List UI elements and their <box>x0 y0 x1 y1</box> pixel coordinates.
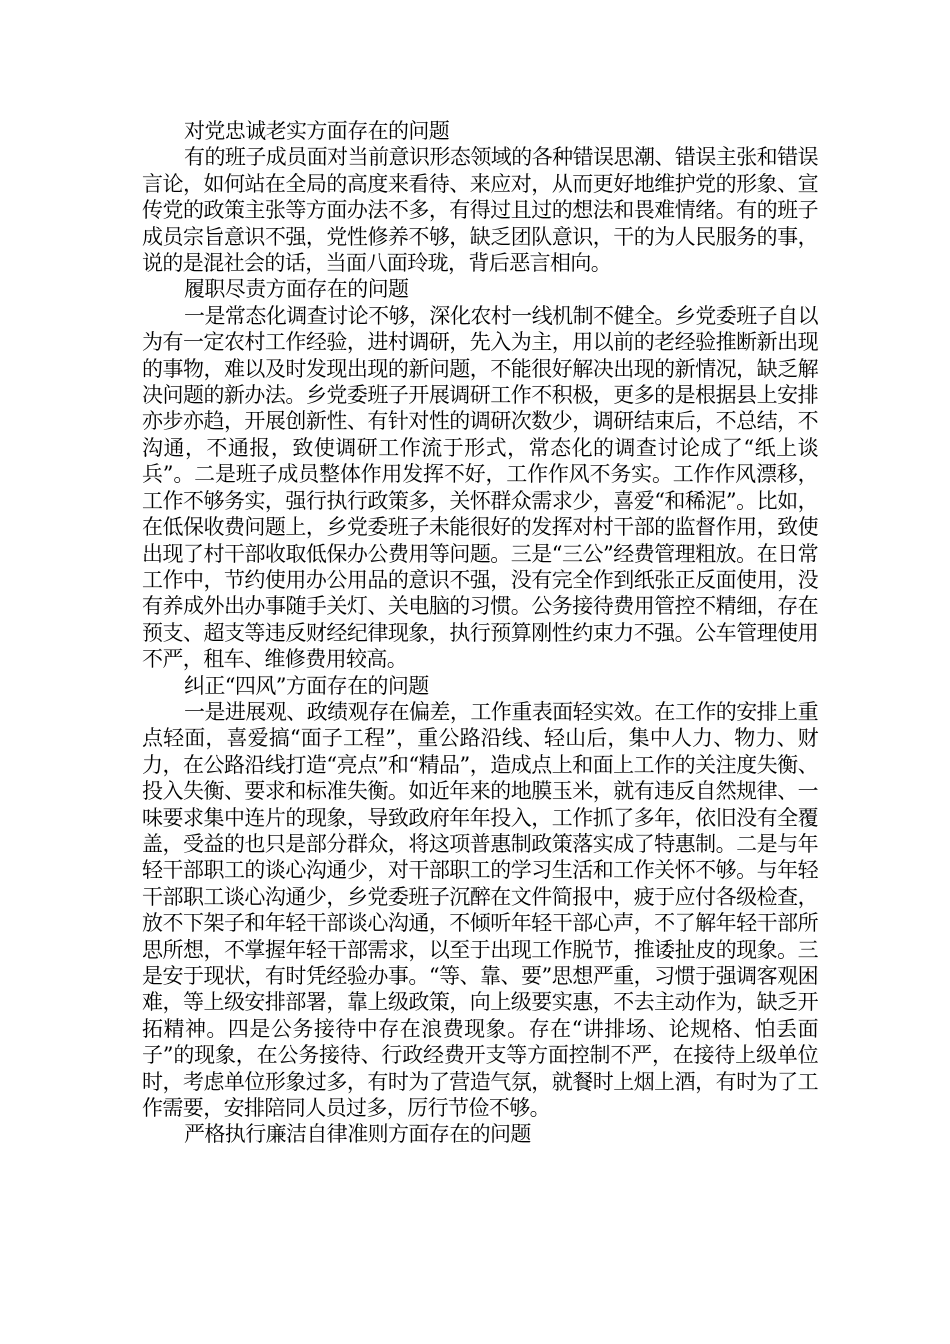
section-body-four-winds: 一是进展观、政绩观存在偏差，工作重表面轻实效。在工作的安排上重点轻面，喜爱搞“面子工程”，重公路沿线、轻山后，集中人力、物力、财力，在公路沿线打造“亮点”和“精品”，造成点上和面上工作的关注度失衡、投入失衡、要求和标准失衡。如近年来的地膜玉米，就有违反自然规律、一味要求集中连片的现象，导致政府年年投入，工作抓了多年，依旧没有全覆盖，受益的也只是部分群众，将这项普惠制政策落实成了特惠制。二是与年轻干部职工的谈心沟通少，对干部职工的学习生活和工作关怀不够。与年轻干部职工谈心沟通少，乡党委班子沉醉在文件简报中，疲于应付各级检查，放不下架子和年轻干部谈心沟通，不倾听年轻干部心声，不了解年轻干部所思所想，不掌握年轻干部需求，以至于出现工作脱节，推诿扯皮的现象。三是安于现状，有时凭经验办事。“等、靠、要”思想严重，习惯于强调客观困难，等上级安排部署，靠上级政策，向上级要实惠，不去主动作为，缺乏开拓精神。四是公务接待中存在浪费现象。存在“讲排场、论规格、怕丢面子”的现象，在公务接待、行政经费开支等方面控制不严，在接待上级单位时，考虑单位形象过多，有时为了营造气氛，就餐时上烟上酒，有时为了工作需要，安排陪同人员过多，厉行节俭不够。 <box>142 699 818 1121</box>
section-heading-integrity: 严格执行廉洁自律准则方面存在的问题 <box>184 1122 531 1147</box>
section-heading-four-winds: 纠正“四风”方面存在的问题 <box>184 673 429 698</box>
section-heading-duty: 履职尽责方面存在的问题 <box>184 277 409 302</box>
section-body-loyalty: 有的班子成员面对当前意识形态领域的各种错误思潮、错误主张和错误言论，如何站在全局的高度来看待、来应对，从而更好地维护党的形象、宣传党的政策主张等方面办法不多，有得过且过的想法和畏难情绪。有的班子成员宗旨意识不强，党性修养不够，缺乏团队意识，干的为人民服务的事，说的是混社会的话，当面八面玲珑，背后恶言相向。 <box>142 145 818 276</box>
section-body-duty: 一是常态化调查讨论不够，深化农村一线机制不健全。乡党委班子自以为有一定农村工作经验，进村调研，先入为主，用以前的老经验推断新出现的事物，难以及时发现出现的新问题，不能很好解决出现的新情况，缺乏解决问题的新办法。乡党委班子开展调研工作不积极，更多的是根据县上安排亦步亦趋，开展创新性、有针对性的调研次数少，调研结束后，不总结，不沟通，不通报，致使调研工作流于形式，常态化的调查讨论成了“纸上谈兵”。二是班子成员整体作用发挥不好，工作作风不务实。工作作风漂移，工作不够务实，强行执行政策多，关怀群众需求少，喜爱“和稀泥”。比如，在低保收费问题上，乡党委班子未能很好的发挥对村干部的监督作用，致使出现了村干部收取低保办公费用等问题。三是“三公”经费管理粗放。在日常工作中，节约使用办公用品的意识不强，没有完全作到纸张正反面使用，没有养成外出办事随手关灯、关电脑的习惯。公务接待费用管控不精细，存在预支、超支等违反财经纪律现象，执行预算刚性约束力不强。公车管理使用不严，租车、维修费用较高。 <box>142 303 818 672</box>
document-page <box>142 118 818 1148</box>
section-heading-loyalty: 对党忠诚老实方面存在的问题 <box>184 119 450 143</box>
